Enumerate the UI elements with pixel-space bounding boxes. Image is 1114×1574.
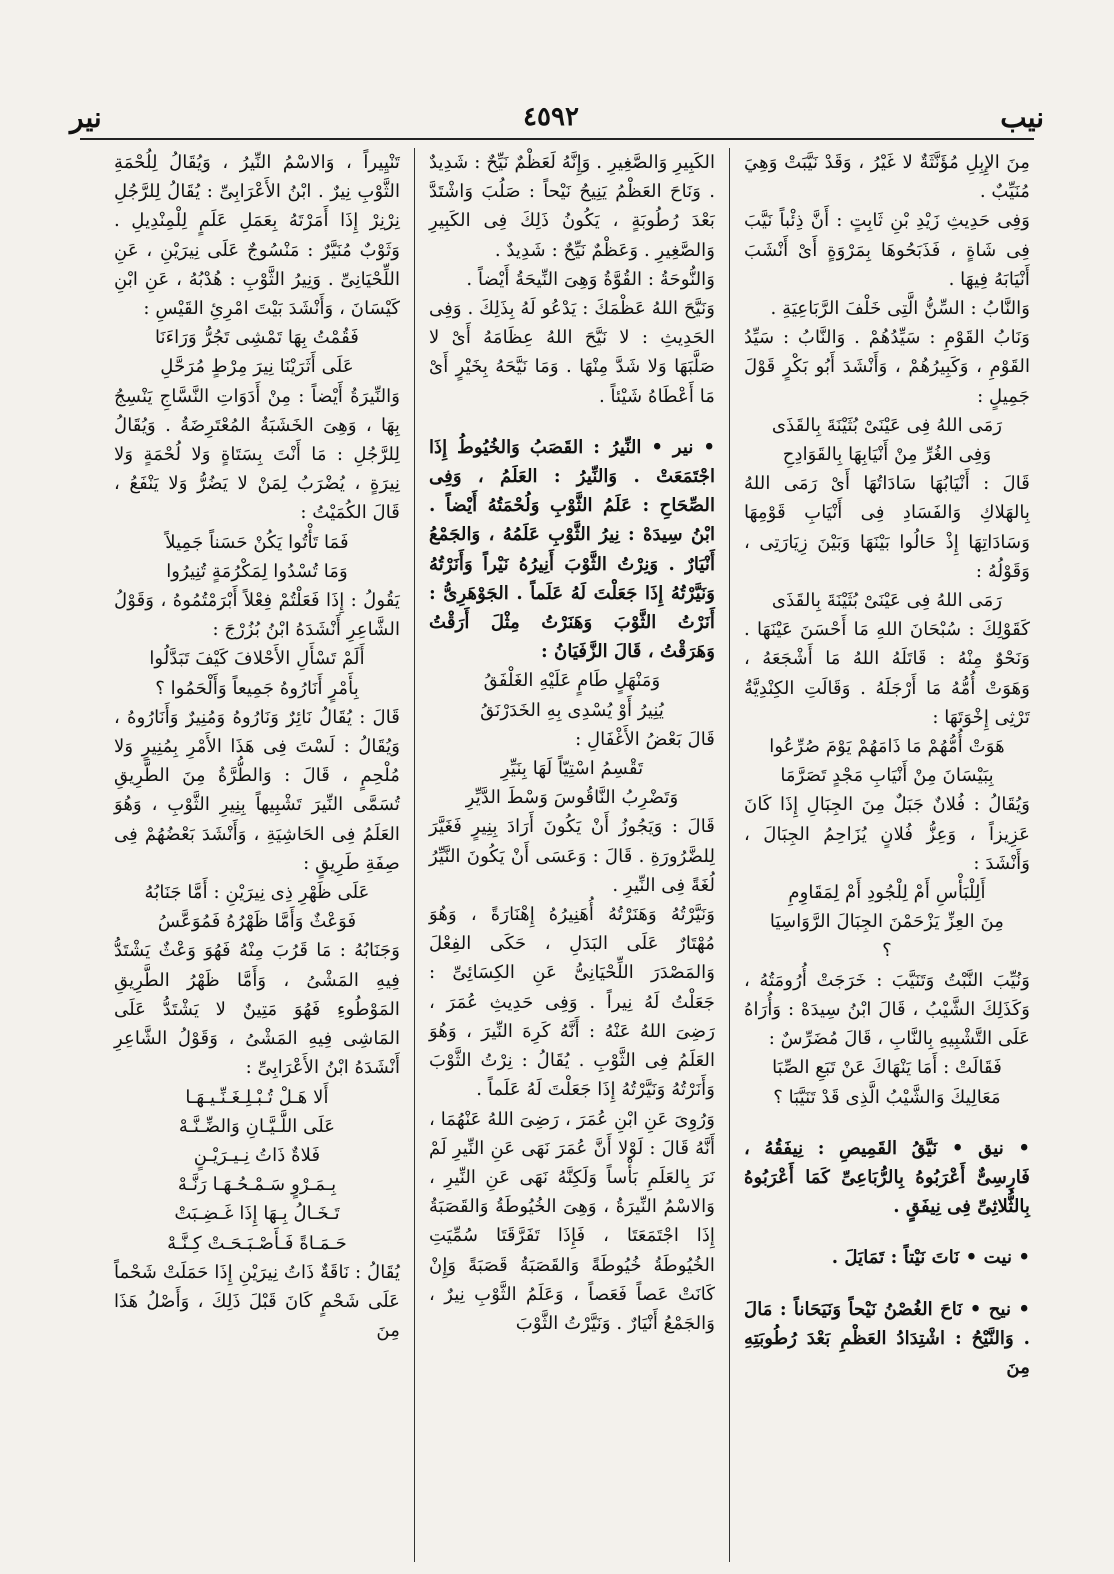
entry-spacer (744, 1112, 1030, 1134)
verse-line: رَمَى اللهُ فِى عَيْنَىْ بُثَيْنَةَ بِالقَذَى (771, 414, 1003, 436)
entry-spacer (744, 1273, 1030, 1295)
header-rule (80, 138, 1034, 140)
entry-spacer (429, 411, 715, 433)
verse-line: فَقُمْتُ بِهَا تَمْشِى تَجُرُّ وَرَاءَنَا (155, 327, 359, 349)
page-number: ٤٥٩٢ (523, 102, 579, 132)
text-paragraph: مِنَ الإِبِلِ مُؤَنَّثَةٌ لا غَيْرُ ، وَقَدْ نَيَّبَتْ وَهِيَ مُنَيِّبٌ . (744, 152, 1030, 203)
verse-line: بِـمَـرْوٍ سَـمْـحُـهَـا رَنَّـهْ (177, 1174, 337, 1196)
verse-line: وَتَضْرِبُ النَّاقُوسَ وَسْطَ الدَّيِّرِ (465, 787, 679, 809)
text-paragraph: قَالَ : يُقَالُ نَائِرٌ وَنَارُوهُ وَمُنِيرٌ وَأَنَارُوهُ ، وَيُقَالُ : لَسْتَ فِى هَذَا الأَمْرِ بِمُنِيرٍ وَلا مُلْحِمٍ ، قَالَ : وَالطُّرَّةُ مِنَ الطَّرِيقِ تُسَمَّى النِّيرَ تَشْبِيهاً بِنِيرِ الثَّوْبِ ، وَهُوَ العَلَمُ فِى الحَاشِيَةِ ، وَأَنْشَدَ بَعْضُهُمْ فِى صِفَةِ طَرِيقٍ : (114, 706, 400, 874)
text-paragraph: يُقَالُ : نَاقَةٌ ذَاتُ نِيرَيْنِ إِذَا حَمَلَتْ شَحْماً عَلَى شَحْمٍ كَانَ قَبْلَ ذَلِكَ ، وَأَصْلُ هَذَا مِنَ (114, 1261, 400, 1342)
text-paragraph: وَنَيَّحَ اللهُ عَظْمَكَ : يَدْعُو لَهُ بِذَلِكَ . وَفِى الحَدِيثِ : لا نَيَّحَ اللهُ عِظَامَهُ أَىْ لا صَلَّبَهَا وَلا شَدَّ مِنْهَا . وَمَا نَيَّحَهُ بِخَيْرٍ أَىْ مَا أَعْطَاهُ شَيْئاً . (429, 298, 715, 407)
text-paragraph: الكَبِيرِ وَالصَّغِيرِ . وَإِنَّهُ لَعَظْمٌ نَيِّحٌ : شَدِيدٌ . وَنَاحَ العَظْمُ يَنِيحُ نَيْحاً : صَلُبَ وَاشْتَدَّ بَعْدَ رُطُوبَةٍ ، يَكُونُ ذَلِكَ فِى الكَبِيرِ وَالصَّغِيرِ . وَعَظْمٌ نَيِّحٌ : شَدِيدٌ . (429, 152, 715, 261)
verse-line: أَلَمْ تَسْأَلِ الأَحْلافَ كَيْفَ تَبَدَّلُوا (149, 648, 365, 670)
left-guide-word: نير (70, 100, 102, 134)
text-paragraph: وَنُيِّبَ النَّبْتُ وَتَنَيَّبَ : خَرَجَتْ أُرُومَتُهُ ، وَكَذَلِكَ الشَّيْبُ ، قَالَ ابْنُ سِيدَهْ : وَأُرَاهُ عَلَى التَّشْبِيهِ بِالنَّابِ ، قَالَ مُضَرِّسٌ : (744, 969, 1030, 1050)
text-paragraph: قَالَ : وَيَجُوزُ أَنْ يَكُونَ أَرَادَ بِنِيرٍ فَغَيَّرَ لِلضَّرُورَةِ . قَالَ : وَعَسَى أَنْ يَكُونَ النَّيِّرُ لُغَةً فِى النِّيرِ . (429, 816, 715, 896)
text-paragraph: وَرُوِىَ عَنِ ابْنِ عُمَرَ ، رَضِىَ اللهُ عَنْهُمَا ، أَنَّهُ قَالَ : لَوْلا أَنَّ عُمَرَ نَهَى عَنِ النِّيرِ لَمْ نَرَ بِالعَلَمِ بَأْساً وَلَكِنَّهُ نَهَى عَنِ النِّيرِ ، وَالاسْمُ النِّيرَةُ ، وَهِىَ الخُيُوطَةُ وَالقَصَبَةُ إِذَا اجْتَمَعَتَا ، فَإِذَا تَفَرَّقَتَا سُمِّيَتِ الخُيُوطَةُ خُيُوطَةً وَالقَصَبَةُ قَصَبَةً وَإِنْ كَانَتْ عَصاً فَعَصاً ، وَعَلَمُ الثَّوْبِ نِيرٌ ، وَالجَمْعُ أَنْيَارٌ . وَنَيَّرْتُ الثَّوْبَ (429, 1108, 715, 1334)
verse-line: مِنَ العِزِّ يَزْحَمْنَ الجِبَالَ الرَّوَاسِيَا ؟ (769, 911, 1005, 962)
text-paragraph: قَالَ بَعْضُ الأَغْفَالِ : (575, 728, 715, 750)
text-paragraph: وَالنُّوحَةُ : القُوَّةُ وَهِىَ النِّيحَةُ أَيْضاً . (466, 268, 715, 290)
text-paragraph: كَقَوْلِكَ : سُبْحَانَ اللهِ مَا أَحْسَنَ عَيْنَهَا . وَنَحْوٌ مِنْهُ : قَاتَلَهُ اللهُ مَا أَشْجَعَهُ ، وَهَوَتْ أُمُّهُ مَا أَرْجَلَهُ . وَقَالَتِ الكِنْدِيَّةُ تَرْثِى إِخْوَتَهَا : (744, 619, 1030, 728)
text-paragraph: وَجَنَابُهُ : مَا قَرُبَ مِنْهُ فَهُوَ وَعْثٌ يَشْتَدُّ فِيهِ المَشْىُ ، وَأَمَّا ظَهْرُ الطَّرِيقِ المَوْطُوءِ فَهُوَ مَتِينٌ لا يَشْتَدُّ عَلَى المَاشِى فِيهِ المَشْىُ ، وَقَوْلُ الشَّاعِرِ أَنْشَدَهُ ابْنُ الأَعْرَابِىِّ : (114, 940, 400, 1079)
verse-line: يُنِيرُ أَوْ يُسْدِى بِهِ الخَدَرْنَقُ (480, 699, 664, 721)
verse-line: فَوَعْثٌ وَأَمَّا ظَهْرُهُ فَمُوَعَّسُ (157, 911, 357, 933)
text-paragraph: وَنَيَّرْتُهُ وَهَنَرْتُهُ أُهَنِيرُهُ إِهْنَارَةً ، وَهُوَ مُهْتَارٌ عَلَى البَدَلِ ، حَكَى الفِعْلَ وَالمَصْدَرَ اللِّحْيَانِىُّ عَنِ الكِسَائِىِّ : جَعَلْتُ لَهُ نِيراً . وَفِى حَدِيثِ عُمَرَ ، رَضِىَ اللهُ عَنْهُ : أَنَّهُ كَرِهَ النِّيرَ ، وَهُوَ العَلَمُ فِى الثَّوْبِ . يُقَالُ : نِرْتُ الثَّوْبَ وَأَنَرْتُهُ وَنَيَّرْتُهُ إِذَا جَعَلْتَ لَهُ عَلَماً . (429, 904, 715, 1101)
verse-line: عَلَى اللَّـيَّـانِ وَالضِّـنَّـهْ (178, 1115, 336, 1137)
text-paragraph: وَالنَّابُ : السِّنُّ الَّتِى خَلْفَ الرَّبَاعِيَةِ . (770, 298, 1030, 320)
verse-line: بِأَمْرٍ أَنَارُوهُ جَمِيعاً وَأَلْحَمُوا ؟ (155, 677, 359, 699)
page-header (70, 100, 1044, 134)
verse-line: عَلَى أَثَرَيْنَا نِيرَ مِرْطٍ مُرَحَّلِ (160, 356, 354, 378)
text-paragraph: وَالنِّيرَةُ أَيْضاً : مِنْ أَدَوَاتِ النَّسَّاجِ يَنْسِجُ بِهَا ، وَهِىَ الخَشَبَةُ المُعْتَرِضَةُ . وَيُقَالُ لِلرَّجُلِ : مَا أَنْتَ بِسَتَاةٍ وَلا لُحْمَةٍ وَلا نِيرَةٍ ، يُضْرَبُ لِمَنْ لا يَضُرُّ وَلا يَنْفَعُ ، قَالَ الكُمَيْتُ : (114, 385, 400, 524)
text-paragraph: وَنَابُ القَوْمِ : سَيِّدُهُمْ . وَالنَّابُ : سَيِّدُ القَوْمِ ، وَكَبِيرُهُمْ ، وَأَنْشَدَ أَبُو بَكْرٍ قَوْلَ جَمِيلٍ : (744, 327, 1030, 407)
verse-line: فَمَا تَأْتُوا يَكُنْ حَسَناً جَمِيلاً (165, 531, 349, 553)
verse-line: رَمَى اللهُ فِى عَيْنَىْ بُثَيْنَةَ بِالقَذَى (771, 590, 1003, 612)
verse-line: حَـمَـاةً فَـأَصْـبَـحَـتْ كِـنَّـهْ (167, 1232, 347, 1254)
column-right (730, 148, 1044, 1562)
text-paragraph: وَيُقَالُ : فُلانٌ جَبَلٌ مِنَ الجِبَالِ إِذَا كَانَ عَزِيزاً ، وَعِزُّ فُلانٍ يُزَاحِمُ الجِبَالَ ، وَأَنْشَدَ : (744, 794, 1030, 874)
verse-line: مَعَالِيكَ وَالشَّيْبُ الَّذِى قَدْ تَنَيَّبَا ؟ (773, 1086, 1001, 1108)
verse-line: وَفِى الغُرِّ مِنْ أَنْيَابِهَا بِالقَوَادِحِ (782, 444, 992, 466)
verse-line: تَقْسِمُ اسْتِيّاً لَهَا بِنَيِّرِ (500, 758, 644, 780)
verse-line: عَلَى ظَهْرِ ذِى نِيرَيْنِ : أَمَّا جَنَابُهُ (144, 882, 370, 904)
text-paragraph: تَنْيِيراً ، وَالاسْمُ النِّيرُ ، وَيُقَالُ لِلُحْمَةِ الثَّوْبِ نِيرٌ . ابْنُ الأَعْرَابِىِّ : يُقَالُ لِلرَّجُلِ نِرْنِرْ إِذَا أَمَرْتَهُ بِعَمَلِ عَلَمٍ لِلْمِنْدِيلِ . وَثَوْبٌ مُنَيَّرٌ : مَنْسُوجٌ عَلَى نِيرَيْنِ ، عَنِ اللِّحْيَانِىِّ . وَنِيرُ الثَّوْبِ : هُدْبُهُ ، عَنِ ابْنِ كَيْسَانَ ، وَأَنْشَدَ بَيْتَ امْرِئِ القَيْسِ : (114, 152, 400, 320)
verse-line: تَـخَـالُ بِـهَا إِذَا غَـضِـبَتْ (174, 1203, 340, 1225)
entry-heading-paragraph: • نيت • نَاتَ نَيْتاً : تَمَايَلَ . (831, 1247, 1030, 1269)
entry-heading-paragraph: • نيق • نَيَّقُ القَمِيصِ : نِيفَقُهُ ، فَارِسِىٌّ أَعْرَبُوهُ بِالرُّبَاعِىِّ كَمَا أَعْرَبُوهُ بِالثُّلاثِىِّ فِى نِيفَقٍ . (744, 1137, 1030, 1218)
verse-line: بِبَيْسَانَ مِنْ أَنْيَابِ مَجْدٍ تَصَرَّمَا (780, 765, 994, 787)
right-guide-word: نيب (1000, 100, 1044, 134)
column-left (100, 148, 415, 1562)
text-columns (100, 148, 1044, 1562)
text-paragraph: قَالَ : أَنْيَابُهَا سَادَاتُهَا أَىْ رَمَى اللهُ بِالهَلاكِ وَالفَسَادِ فِى أَنْيَابِ قَوْمِهَا وَسَادَاتِهَا إِذْ حَالُوا بَيْنَهَا وَبَيْنَ زِيَارَتِى ، وَقَوْلُهُ : (744, 473, 1030, 582)
verse-line: وَمَنْهَلٍ طَامٍ عَلَيْهِ الغَلْفَقُ (483, 670, 661, 692)
column-middle (415, 148, 730, 1562)
verse-line: أَلا هَـلْ تُـبْـلِـغَـنِّـيـهَـا (185, 1086, 329, 1108)
entry-heading-paragraph: • نير • النِّيرُ : القَصَبُ وَالخُيُوطُ إِذَا اجْتَمَعَتْ . وَالنِّيرُ : العَلَمُ ، وَفِى الصِّحَاحِ : عَلَمُ الثَّوْبِ وَلُحْمَتُهُ أَيْضاً . ابْنُ سِيدَهْ : نِيرُ الثَّوْبِ عَلَمُهُ ، وَالجَمْعُ أَنْيَارٌ . وَنِرْتُ الثَّوْبَ أَنِيرُهُ نَيْراً وَأَنَرْتُهُ وَنَيَّرْتُهُ إِذَا جَعَلْتَ لَهُ عَلَماً . الجَوْهَرِىُّ : أَنَرْتُ الثَّوْبَ وَهَنَرْتُ مِثْلَ أَرَقْتُ وَهَرَقْتُ ، قَالَ الزَّفَيَانُ : (429, 436, 715, 663)
text-paragraph: يَقُولُ : إِذَا فَعَلْتُمْ فِعْلاً أَبْرَمْتُمُوهُ ، وَقَوْلُ الشَّاعِرِ أَنْشَدَهُ ابْنُ بُزُرْجَ : (114, 590, 400, 641)
verse-line: أَلِلْبَأْسِ أَمْ لِلْجُودِ أَمْ لِمَقَاوِمِ (788, 882, 986, 904)
verse-line: فَلاةٌ ذَاتُ نِـيـرَيْـنٍ (193, 1144, 321, 1166)
verse-line: وَمَا تُسْدُوا لِمَكْرُمَةٍ تُنِيرُوا (166, 560, 348, 582)
entry-spacer (744, 1221, 1030, 1243)
entry-heading-paragraph: • نيح • نَاحَ الغُصْنُ نَيْحاً وَنَيَحَاناً : مَالَ . وَالنَّيْحُ : اشْتِدَادُ العَظْمِ بَعْدَ رُطُوبَتِهِ مِنَ (744, 1298, 1030, 1378)
text-paragraph: وَفِى حَدِيثِ زَيْدِ بْنِ ثَابِتٍ : أَنَّ ذِئْباً نَيَّبَ فِى شَاةٍ ، فَذَبَحُوهَا بِمَرْوَةٍ أَىْ أَنْشَبَ أَنْيَابَهُ فِيهَا . (744, 210, 1030, 290)
verse-line: فَقَالَتْ : أَمَا يَنْهَاكَ عَنْ تَبَعِ الصِّبَا (772, 1057, 1002, 1079)
verse-line: هَوَتْ أُمُّهُمْ مَا ذَامَهُمْ يَوْمَ صُرِّعُوا (769, 736, 1005, 758)
